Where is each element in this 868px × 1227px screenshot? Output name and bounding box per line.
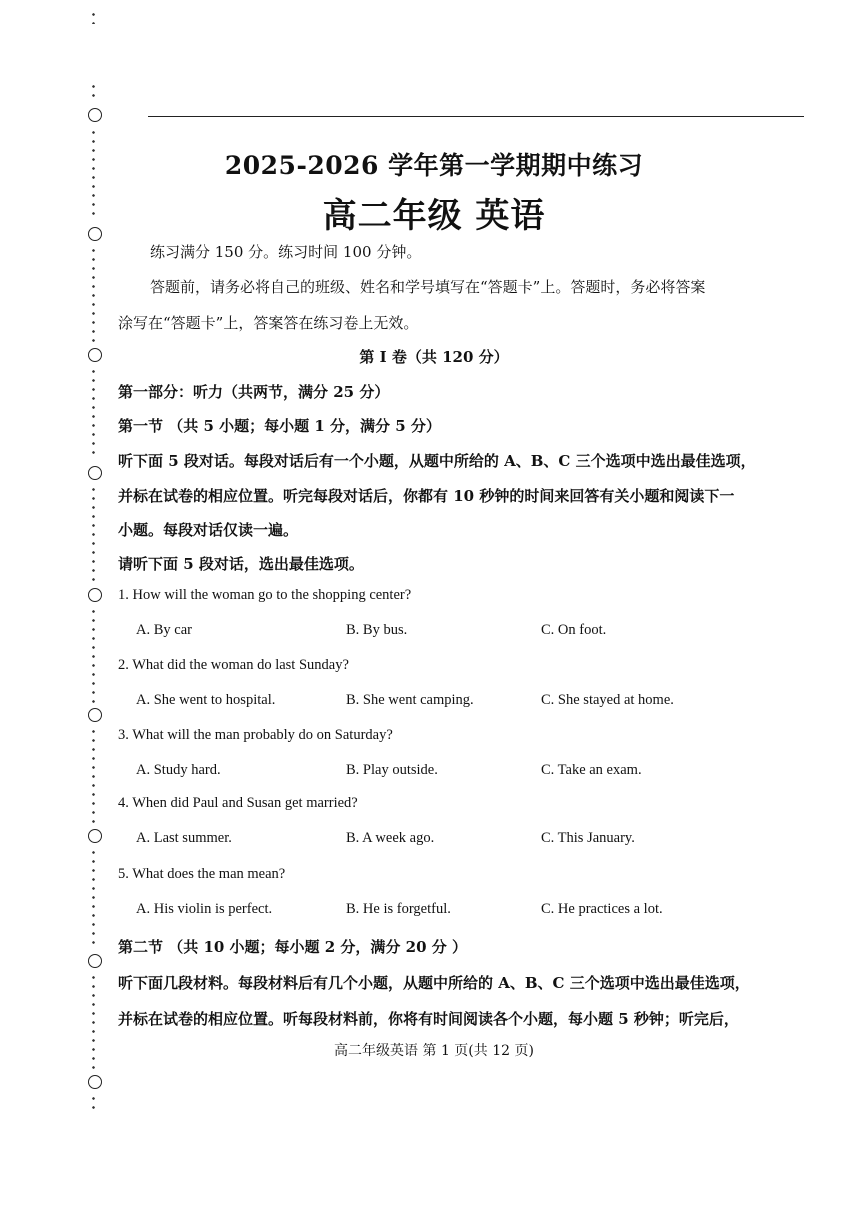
question-text: 1. How will the woman go to the shopping center? — [118, 587, 412, 603]
option-c: C. He practices a lot. — [541, 901, 663, 917]
binding-dotted-line — [92, 1094, 95, 1110]
option-c: C. She stayed at home. — [541, 692, 674, 708]
option-b: B. By bus. — [346, 622, 408, 638]
option-a: A. His violin is perfect. — [136, 901, 273, 917]
option-b: B. A week ago. — [346, 830, 435, 846]
option-a: A. Last summer. — [136, 830, 232, 846]
option-c: C. On foot. — [541, 622, 607, 638]
option-c: C. This January. — [541, 830, 635, 846]
question-text: 2. What did the woman do last Sunday? — [118, 657, 349, 673]
binding-dotted-line — [92, 367, 95, 457]
intro-line: 涂写在“答题卡”上，答案答在练习卷上无效。 — [118, 314, 419, 332]
volume-title: 第 I 卷（共 120 分） — [359, 348, 509, 366]
section2-instruction: 并标在试卷的相应位置。听每段材料前，你将有时间阅读各个小题，每小题 5 秒钟；听完后， — [118, 1010, 739, 1028]
section2-instruction: 听下面几段材料。每段材料后有几个小题，从题中所给的 A、B、C 三个选项中选出最佳选项， — [118, 974, 750, 992]
section2-title: 第二节 （共 10 小题；每小题 2 分，满分 20 分 ） — [118, 938, 467, 956]
option-c: C. Take an exam. — [541, 762, 642, 778]
section1-instruction: 并标在试卷的相应位置。听完每段对话后，你都有 10 秒钟的时间来回答有关小题和阅读下一 — [118, 487, 735, 505]
binding-hole-icon — [88, 466, 102, 480]
intro-line: 答题前，请务必将自己的班级、姓名和学号填写在“答题卡”上。答题时，务必将答案 — [150, 278, 706, 296]
option-b: B. Play outside. — [346, 762, 438, 778]
binding-dotted-line — [92, 82, 95, 102]
section1-instruction: 请听下面 5 段对话，选出最佳选项。 — [118, 555, 364, 573]
question-text: 4. When did Paul and Susan get married? — [118, 795, 358, 811]
page-footer: 高二年级英语 第 1 页(共 12 页) — [334, 1043, 534, 1059]
binding-hole-icon — [88, 708, 102, 722]
binding-dotted-line — [92, 848, 95, 948]
question-text: 5. What does the man mean? — [118, 866, 286, 882]
option-b: B. He is forgetful. — [346, 901, 451, 917]
exam-title: 2025-2026 学年第一学期期中练习 — [224, 151, 644, 180]
binding-hole-icon — [88, 1075, 102, 1089]
binding-dotted-line — [92, 727, 95, 823]
section1-instruction: 小题。每段对话仅读一遍。 — [118, 521, 299, 539]
binding-dotted-line — [92, 246, 95, 342]
binding-hole-icon — [88, 829, 102, 843]
option-b: B. She went camping. — [346, 692, 474, 708]
option-a: A. By car — [136, 622, 192, 638]
binding-dotted-line — [92, 10, 95, 24]
binding-dotted-line — [92, 485, 95, 581]
option-a: A. Study hard. — [136, 762, 221, 778]
binding-hole-icon — [88, 108, 102, 122]
question-text: 3. What will the man probably do on Saturday? — [118, 727, 393, 743]
binding-dotted-line — [92, 607, 95, 705]
header-rule — [148, 116, 804, 117]
intro-line: 练习满分 150 分。练习时间 100 分钟。 — [150, 243, 422, 261]
binding-hole-icon — [88, 954, 102, 968]
section1-title: 第一节 （共 5 小题；每小题 1 分，满分 5 分） — [118, 417, 441, 435]
binding-hole-icon — [88, 588, 102, 602]
option-a: A. She went to hospital. — [136, 692, 276, 708]
section1-instruction: 听下面 5 段对话。每段对话后有一个小题，从题中所给的 A、B、C 三个选项中选出最佳选项， — [118, 452, 756, 470]
part1-title: 第一部分：听力（共两节，满分 25 分） — [118, 383, 390, 401]
exam-subject-title: 高二年级 英语 — [322, 196, 546, 236]
